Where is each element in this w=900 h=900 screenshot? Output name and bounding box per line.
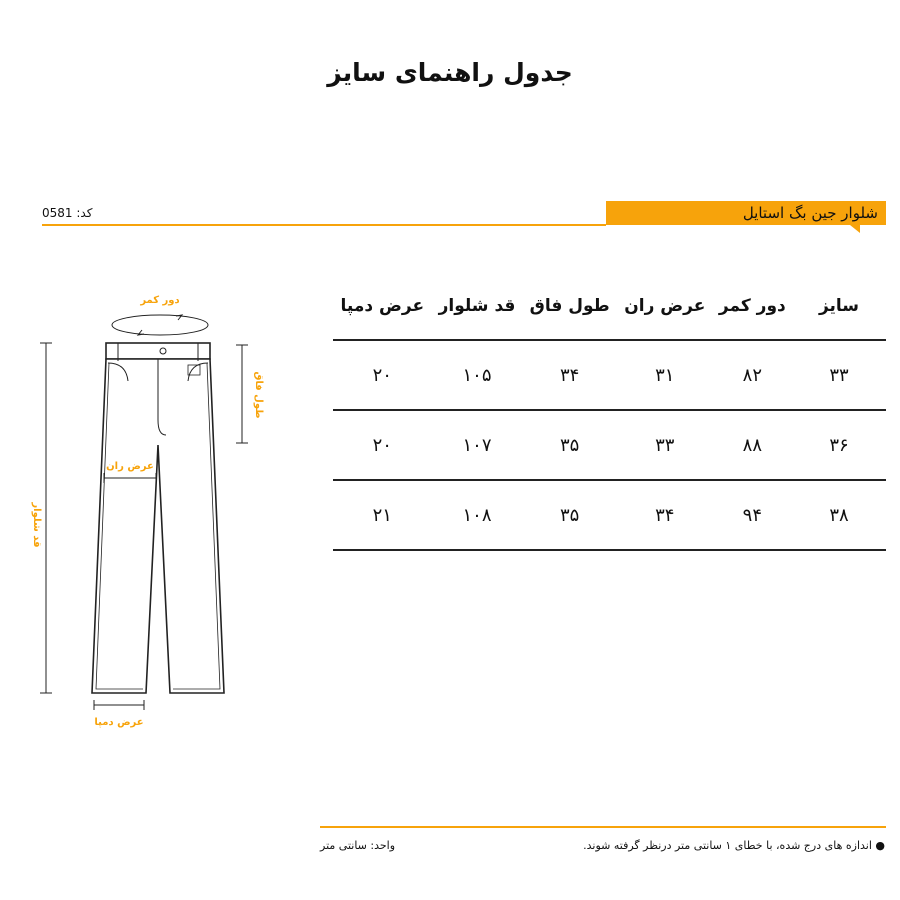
table-row [333, 410, 886, 480]
table-cell: ۲۰ [333, 410, 432, 480]
table-cell: ۱۰۷ [432, 410, 523, 480]
table-cell: ۸۸ [713, 410, 792, 480]
table-row [333, 480, 886, 550]
table-header-row [333, 273, 886, 340]
page-title: جدول راهنمای سایز [327, 58, 573, 87]
table-cell: ۳۵ [522, 480, 617, 550]
table-cell: ۳۳ [617, 410, 713, 480]
header-hem: عرض دمپا [333, 273, 432, 340]
table-cell: ۳۱ [617, 340, 713, 410]
table-cell: ۹۴ [713, 480, 792, 550]
table-cell: ۳۶ [792, 410, 886, 480]
table-cell: ۱۰۸ [432, 480, 523, 550]
waist-label: دور کمر [140, 295, 180, 306]
footer-divider [320, 826, 886, 828]
jeans-outline-icon [92, 343, 224, 693]
table-cell: ۳۴ [617, 480, 713, 550]
table-cell: ۲۰ [333, 340, 432, 410]
jeans-diagram [18, 285, 264, 745]
rise-label: طول فاق [253, 371, 264, 419]
bullet-icon: ● [875, 839, 885, 852]
header-size: سایز [792, 273, 886, 340]
waist-measure-icon [112, 315, 208, 335]
table-cell: ۳۴ [522, 340, 617, 410]
header-thigh: عرض ران [617, 273, 713, 340]
hem-label: عرض دمپا [94, 717, 144, 728]
header-divider [42, 224, 606, 226]
table-row [333, 340, 886, 410]
product-name: شلوار جین بگ استایل [742, 204, 878, 222]
table-cell: ۳۳ [792, 340, 886, 410]
banner-tab [850, 225, 860, 233]
table-cell: ۳۵ [522, 410, 617, 480]
header-waist: دور کمر [713, 273, 792, 340]
thigh-label: عرض ران [106, 461, 154, 472]
size-table [333, 273, 886, 551]
header-length: قد شلوار [432, 273, 523, 340]
footnote [560, 839, 885, 852]
table-cell: ۸۲ [713, 340, 792, 410]
footnote-text: اندازه های درج شده، با خطای ۱ سانتی متر درنظر گرفته شوند. [583, 839, 872, 852]
table-cell: ۱۰۵ [432, 340, 523, 410]
length-label: قد شلوار [31, 502, 42, 548]
table-cell: ۲۱ [333, 480, 432, 550]
product-code: کد: 0581 [42, 206, 93, 220]
table-cell: ۳۸ [792, 480, 886, 550]
unit-label: واحد: سانتی متر [320, 839, 396, 852]
header-rise: طول فاق [522, 273, 617, 340]
